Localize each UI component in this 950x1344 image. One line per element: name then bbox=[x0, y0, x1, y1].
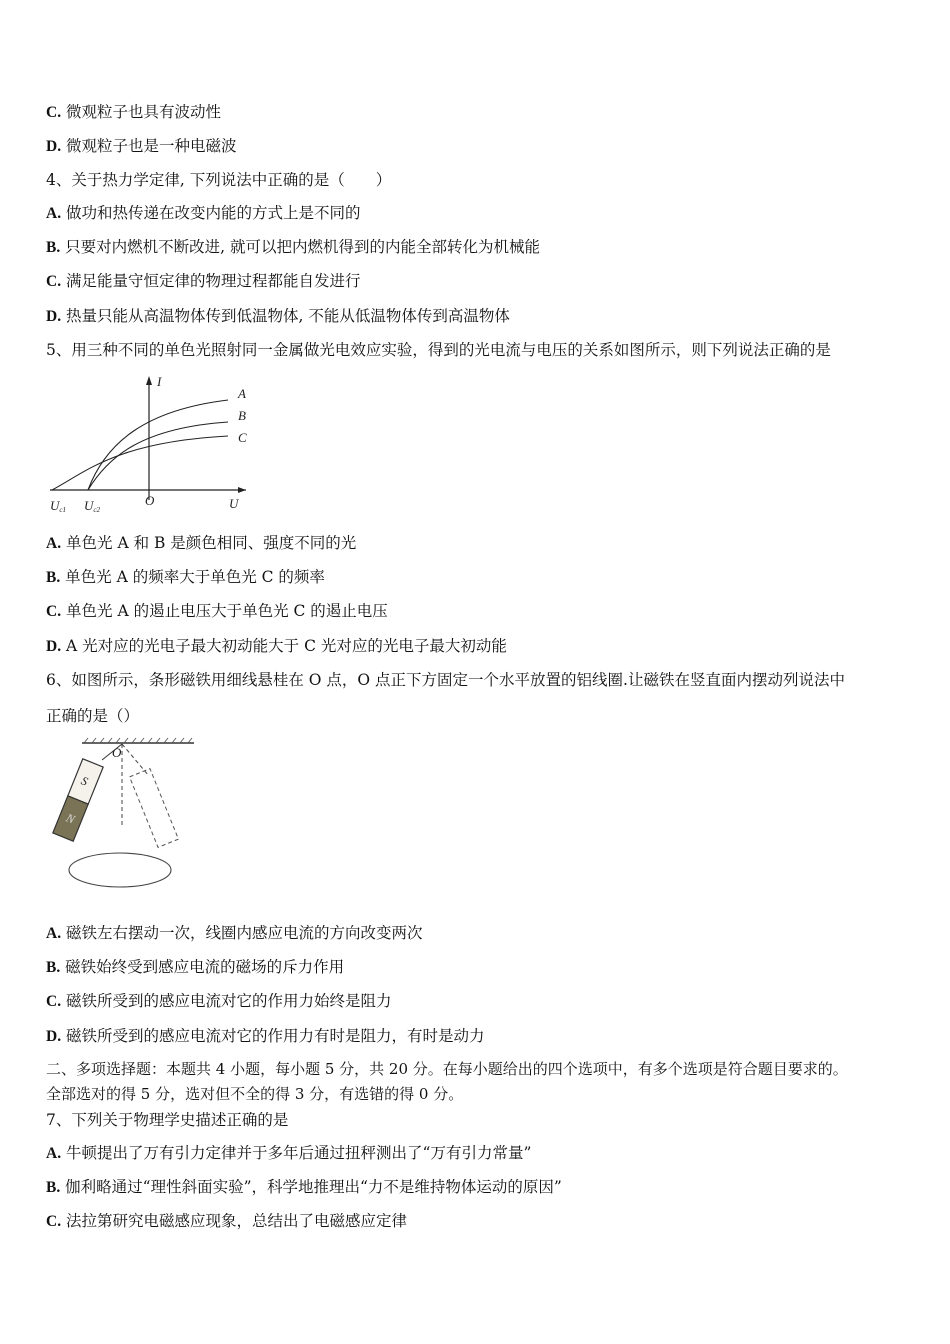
x-axis-arrow bbox=[238, 487, 246, 493]
option-line: A. 单色光 A 和 B 是颜色相同、强度不同的光 bbox=[46, 534, 357, 552]
curve-label-c: C bbox=[238, 430, 247, 445]
uc2-label: Uc2 bbox=[84, 498, 100, 514]
option-line: C. 微观粒子也具有波动性 bbox=[46, 103, 222, 121]
option-line: C. 法拉第研究电磁感应现象，总结出了电磁感应定律 bbox=[46, 1212, 408, 1230]
curve-c bbox=[52, 436, 228, 490]
magnet-pole-s: S bbox=[79, 773, 90, 789]
bar-magnet bbox=[53, 759, 103, 841]
dashed-magnet-outline bbox=[130, 769, 179, 848]
question-stem: 7、下列关于物理学史描述正确的是 bbox=[46, 1111, 289, 1129]
photoelectric-iu-graph bbox=[46, 372, 266, 522]
section-heading: 全部选对的得 5 分，选对但不全的得 3 分，有选错的得 0 分。 bbox=[46, 1085, 464, 1103]
x-axis-label: U bbox=[229, 496, 239, 511]
question-stem: 4、关于热力学定律, 下列说法中正确的是（ ） bbox=[46, 171, 392, 189]
curve-b bbox=[88, 422, 228, 490]
question-stem: 5、用三种不同的单色光照射同一金属做光电效应实验，得到的光电流与电压的关系如图所示，则下列说法正确的是 bbox=[46, 341, 831, 359]
curve-label-b: B bbox=[238, 408, 246, 423]
magnet-pendulum-figure bbox=[44, 736, 204, 896]
option-line: D. 磁铁所受到的感应电流对它的作用力有时是阻力，有时是动力 bbox=[46, 1027, 485, 1045]
option-line: B. 只要对内燃机不断改进, 就可以把内燃机得到的内能全部转化为机械能 bbox=[46, 238, 541, 256]
option-line: C. 满足能量守恒定律的物理过程都能自发进行 bbox=[46, 272, 361, 290]
option-line: D. 微观粒子也是一种电磁波 bbox=[46, 137, 237, 155]
question-stem: 6、如图所示，条形磁铁用细线悬桂在 O 点，O 点正下方固定一个水平放置的铝线圈.让磁铁在竖直面内摆动列说法中 bbox=[46, 671, 845, 689]
option-line: D. A 光对应的光电子最大初动能大于 C 光对应的光电子最大初动能 bbox=[46, 637, 507, 655]
option-line: C. 磁铁所受到的感应电流对它的作用力始终是阻力 bbox=[46, 992, 392, 1010]
magnet-pole-n: N bbox=[64, 810, 77, 827]
question-stem: 正确的是（） bbox=[46, 707, 140, 725]
uc1-label: Uc1 bbox=[50, 498, 66, 514]
y-axis-label: I bbox=[157, 374, 162, 389]
option-line: B. 伽利略通过“理性斜面实验”，科学地推理出“力不是维持物体运动的原因” bbox=[46, 1178, 562, 1196]
option-line: C. 单色光 A 的遏止电压大于单色光 C 的遏止电压 bbox=[46, 602, 388, 620]
option-line: B. 磁铁始终受到感应电流的磁场的斥力作用 bbox=[46, 958, 345, 976]
option-line: A. 磁铁左右摆动一次，线圈内感应电流的方向改变两次 bbox=[46, 924, 423, 942]
pivot-label: O bbox=[112, 745, 122, 760]
option-line: D. 热量只能从高温物体传到低温物体, 不能从低温物体传到高温物体 bbox=[46, 307, 510, 325]
aluminum-coil bbox=[69, 853, 171, 887]
y-axis-arrow bbox=[146, 376, 152, 385]
option-line: B. 单色光 A 的频率大于单色光 C 的频率 bbox=[46, 568, 325, 586]
option-line: A. 牛顿提出了万有引力定律并于多年后通过扭秤测出了“万有引力常量” bbox=[46, 1144, 532, 1162]
origin-label: O bbox=[145, 493, 155, 508]
option-line: A. 做功和热传递在改变内能的方式上是不同的 bbox=[46, 204, 361, 222]
section-heading: 二、多项选择题：本题共 4 小题，每小题 5 分，共 20 分。在每小题给出的四个选项中，有多个选项是符合题目要求的。 bbox=[46, 1060, 848, 1078]
curve-label-a: A bbox=[238, 386, 246, 401]
